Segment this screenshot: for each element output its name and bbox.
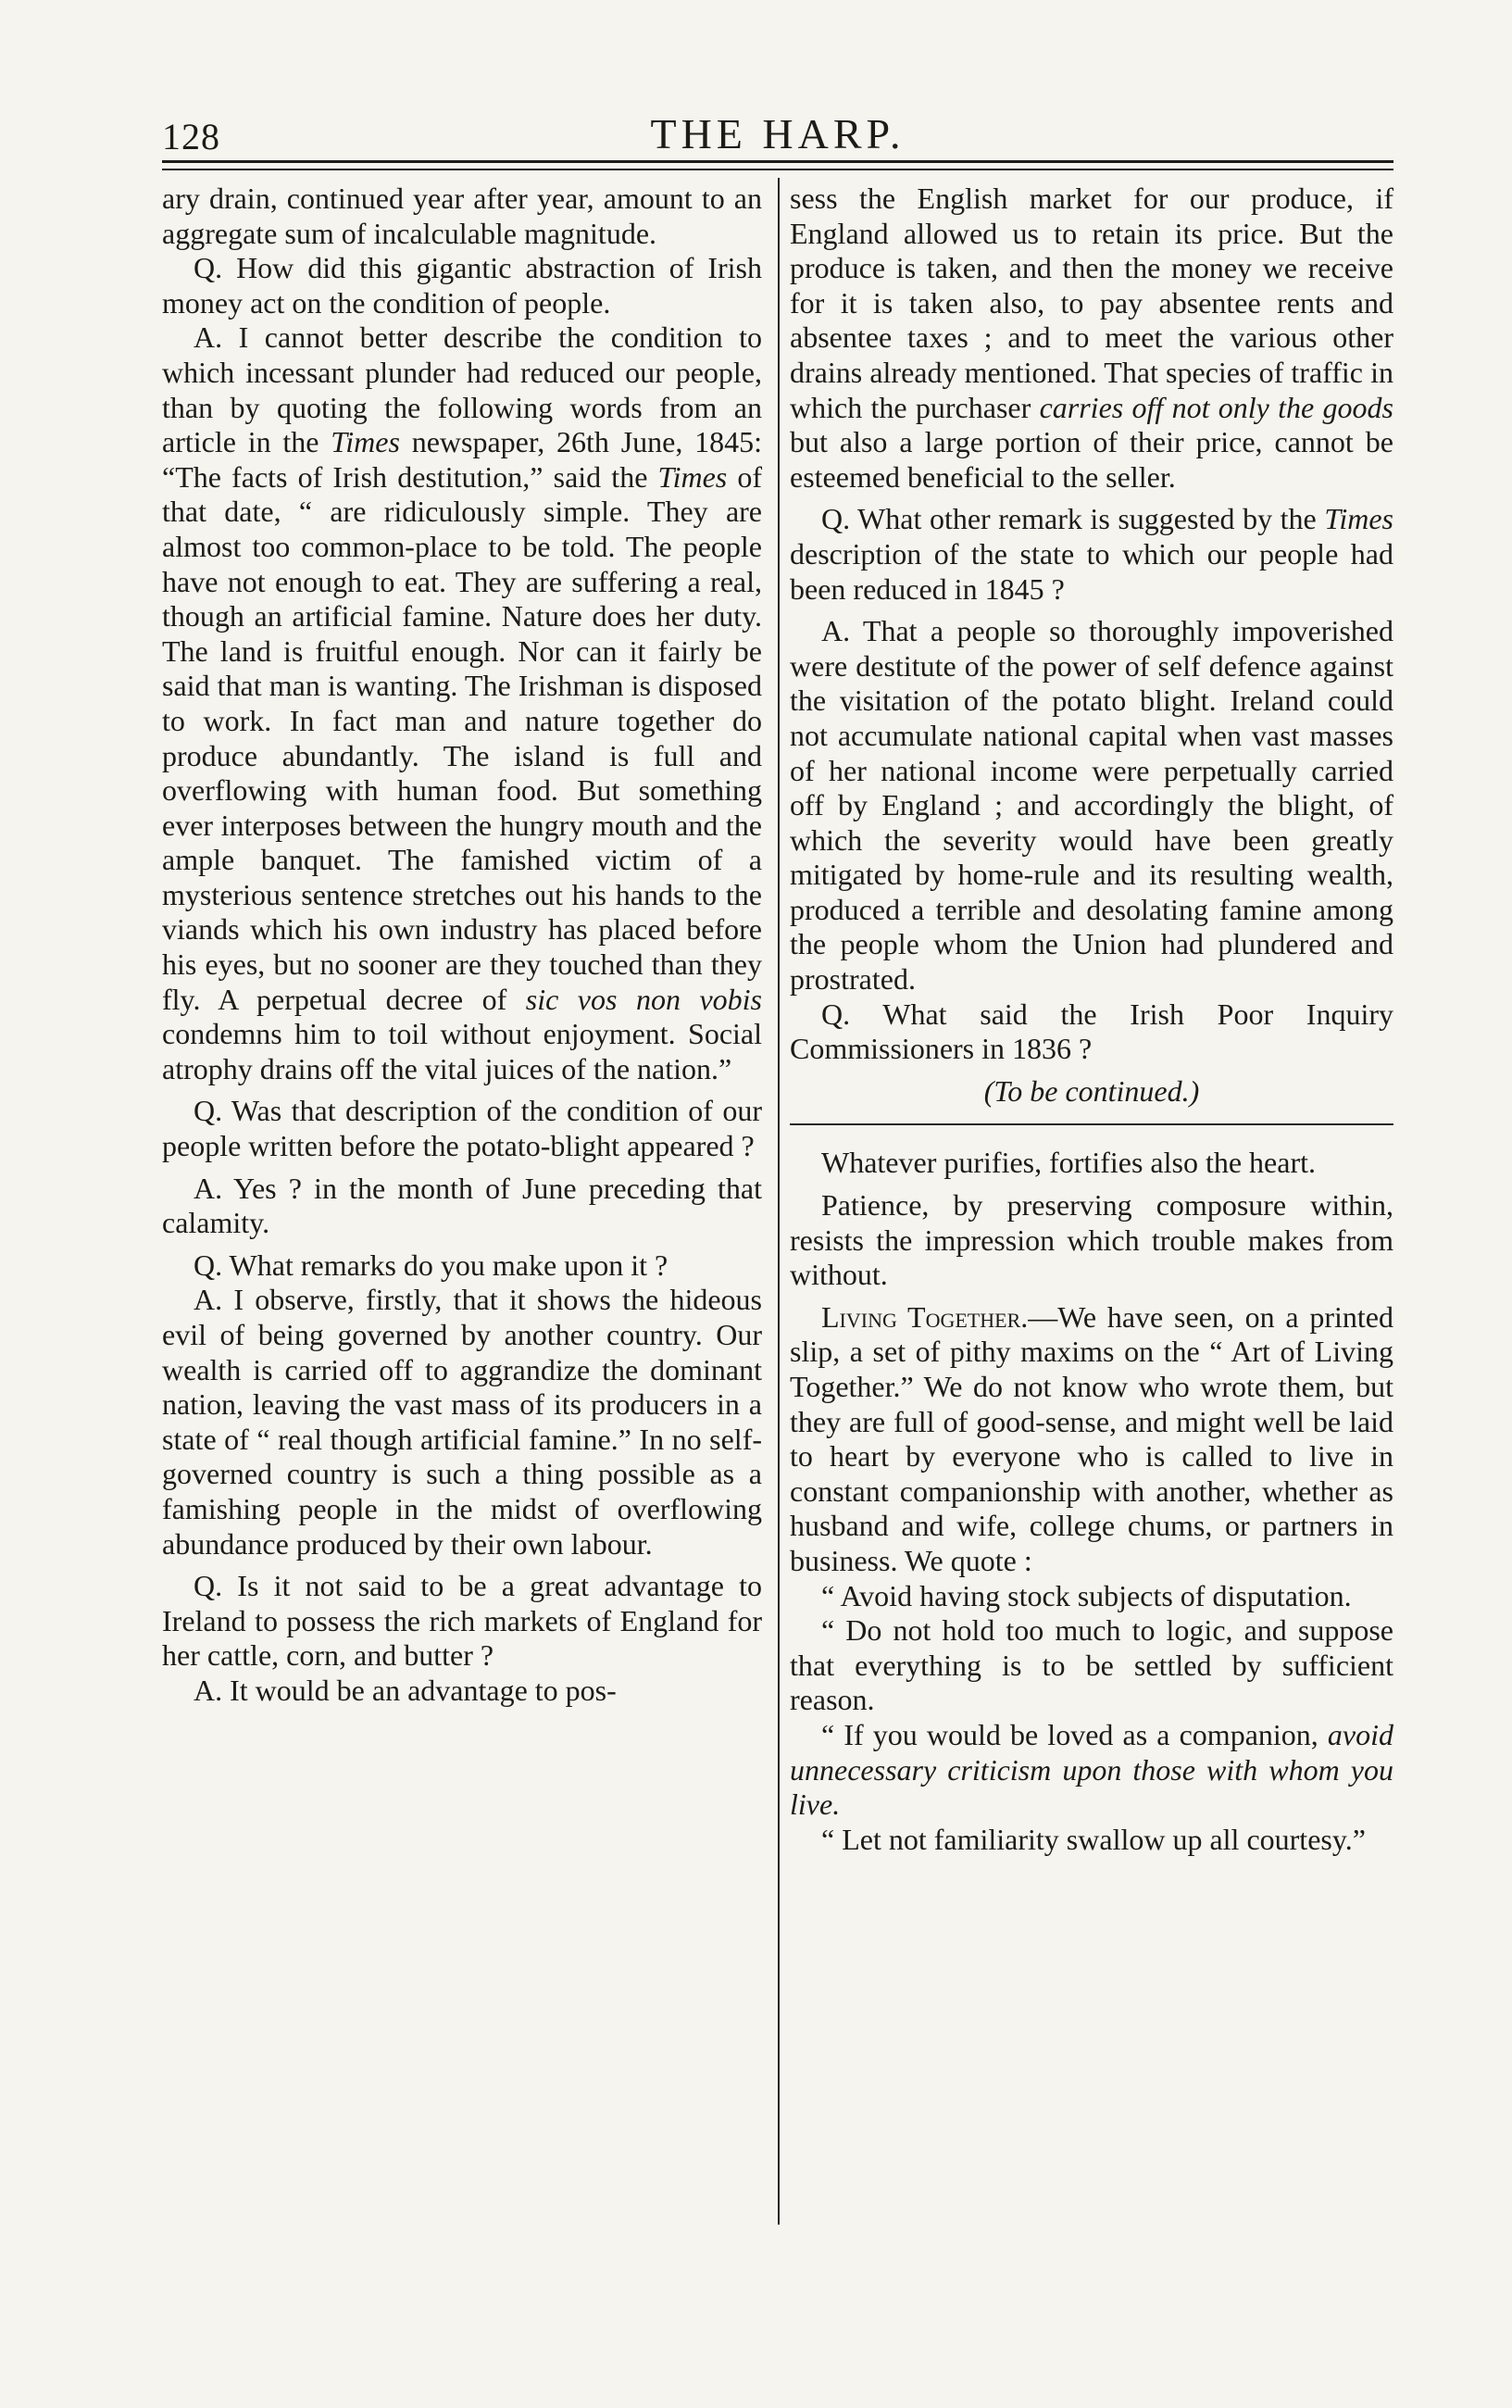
header-rule (162, 160, 1393, 163)
newspaper-name: Times (1324, 502, 1393, 536)
question: Q. How did this gigantic abstraction of Irish money act on the condition of people. (162, 251, 762, 320)
header-rule-thin (162, 169, 1393, 170)
question: Q. What said the Irish Poor Inquiry Commissioners in 1836 ? (790, 997, 1393, 1066)
maxim: Patience, by preserving composure within, resists the impression which trouble makes from without. (790, 1188, 1393, 1292)
paragraph: sess the English market for our produce, if England allowed us to retain its price. But the produce is taken, and then the money we receive for it is taken also, to pay absentee rents and absentee taxes ; and to meet the various other drains already mentioned. That species of traffic in which the purchaser carries off not only the goods but also a large portion of their price, cannot be esteemed beneficial to the seller. (790, 182, 1394, 494)
answer: A. I cannot better describe the condition to which incessant plunder had reduced our people, than by quoting the following words from an article in the Times newspaper, 26th June, 1845: “The facts of Irish destitution,” said the Times of that date, “ are ridiculously simple. They are almost too common-place to be told. The people have not enough to eat. They are suffering a real, though an artificial famine. Nature does her duty. The land is fruitful enough. Nor can it fairly be said that man is wanting. The Irishman is disposed to work. In fact man and nature together do produce abundantly. The island is full and overflowing with human food. But something ever interposes between the hungry mouth and the ample banquet. The famished victim of a mysterious sentence stretches out his hands to the viands which his own industry has placed before his eyes, but no sooner are they touched than they fly. A perpetual decree of sic vos non vobis condemns him to toil without enjoyment. Social atrophy drains off the vital juices of the nation.” (162, 320, 763, 1085)
left-column (162, 182, 762, 1709)
column-divider (778, 178, 780, 2225)
article-paragraph: Living Together.—We have seen, on a printed slip, a set of pithy maxims on the “ Art of Living Together.” We do not know who wrote them, but they are full of good-sense, and might well be laid to heart by everyone who is called to live in constant companionship with another, whether as husband and wife, college chums, or partners in business. We quote : (790, 1299, 1394, 1577)
article-heading: Living Together. (821, 1299, 1029, 1334)
journal-title: THE HARP. (650, 110, 906, 157)
to-be-continued: (To be continued.) (983, 1073, 1200, 1108)
latin-phrase: sic vos non vobis (525, 982, 763, 1016)
right-column (790, 182, 1393, 1857)
newspaper-name: Times (657, 459, 728, 494)
answer: A. That a people so thoroughly impoverished were destitute of the power of self defence against the visitation of the potato blight. Ireland could not accumulate national capital when vast masses of her national income were perpetually carried off by England ; and accordingly the blight, of which the severity would have been greatly mitigated by home-rule and its resulting wealth, produced a terrible and desolating famine among the people whom the Union had plundered and prostrated. (790, 614, 1393, 997)
answer: A. Yes ? in the month of June preceding that calamity. (162, 1171, 762, 1240)
running-head (162, 109, 1393, 165)
answer: A. It would be an advantage to pos- (194, 1673, 617, 1707)
quoted-maxim: “ Let not familiarity swallow up all courtesy.” (821, 1822, 1366, 1856)
question: Q. What other remark is suggested by the Times description of the state to which our people had been reduced in 1845 ? (790, 502, 1393, 606)
emphasis: carries off not only the goods (1039, 390, 1394, 424)
paragraph: ary drain, continued year after year, amount to an aggregate sum of incalculable magnitude. (162, 182, 762, 250)
quoted-maxim: “ If you would be loved as a companion, avoid unnecessary criticism upon those with whom you live. (790, 1717, 1393, 1822)
question: Q. Was that description of the condition of our people written before the potato-blight appeared ? (162, 1094, 762, 1163)
emphasis: avoid unnecessary criticism upon those with whom you live. (790, 1717, 1393, 1822)
newspaper-name: Times (331, 425, 400, 459)
quoted-maxim: “ Avoid having stock subjects of disputation. (821, 1578, 1352, 1612)
question: Q. Is it not said to be a great advantage to Ireland to possess the rich markets of England for her cattle, corn, and butter ? (162, 1569, 762, 1673)
section-rule (790, 1123, 1393, 1125)
page-number: 128 (162, 116, 220, 157)
maxim: Whatever purifies, fortifies also the heart. (821, 1146, 1316, 1180)
answer: A. I observe, firstly, that it shows the hideous evil of being governed by another country. Our wealth is carried off to aggrandize the dominant nation, leaving the vast mass of its producers in a state of “ real though artificial famine.” In no self-governed country is such a thing possible as a famishing people in the midst of overflowing abundance produced by their own labour. (162, 1283, 762, 1561)
question: Q. What remarks do you make upon it ? (194, 1248, 669, 1282)
quoted-maxim: “ Do not hold too much to logic, and suppose that everything is to be settled by sufficient reason. (790, 1613, 1393, 1717)
